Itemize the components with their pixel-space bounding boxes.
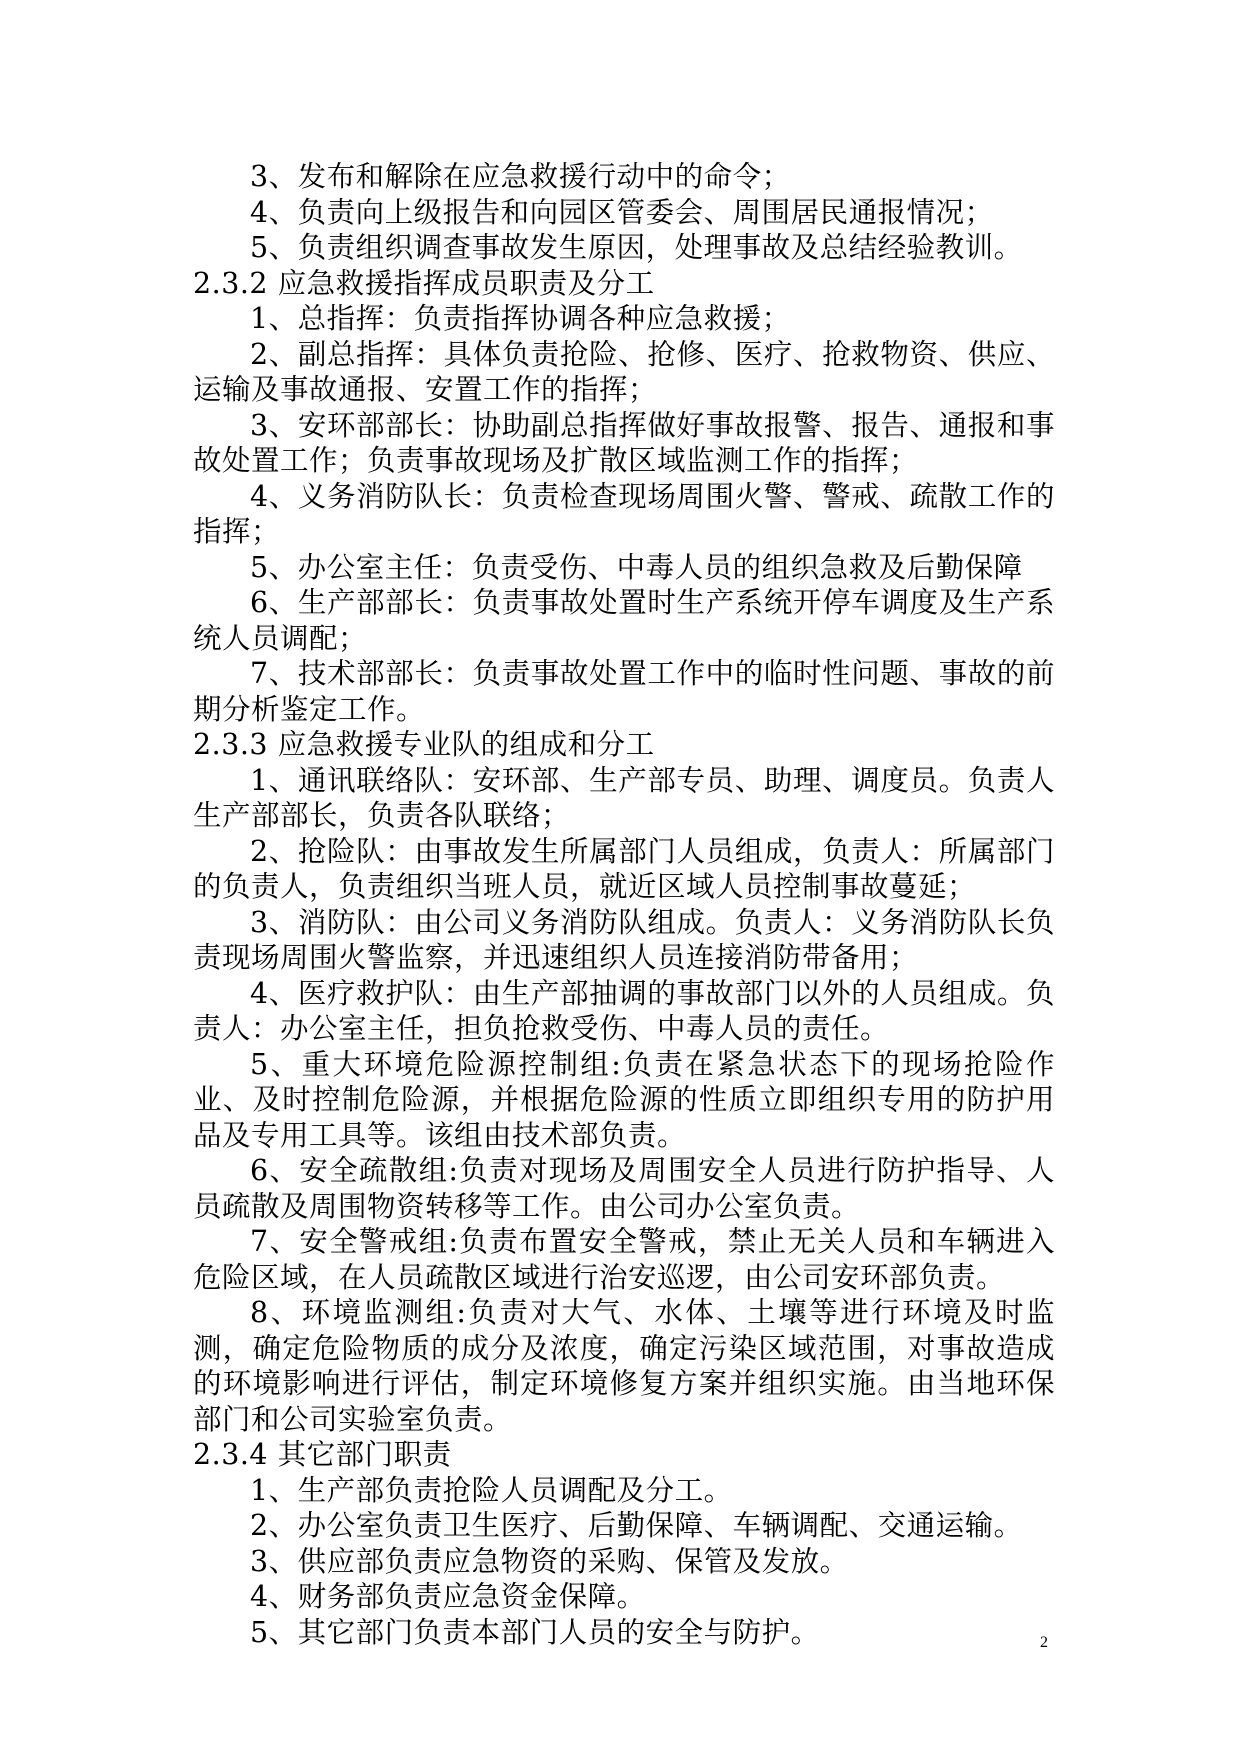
paragraph: 3、安环部部长：协助副总指挥做好事故报警、报告、通报和事故处置工作；负责事故现场及扩散区域监测工作的指挥；: [193, 408, 1055, 477]
paragraph: 1、生产部负责抢险人员调配及分工。: [250, 1473, 733, 1507]
paragraph: 2、办公室负责卫生医疗、后勤保障、车辆调配、交通运输。: [250, 1509, 1023, 1542]
paragraph: 8、环境监测组:负责对大气、水体、土壤等进行环境及时监测，确定危险物质的成分及浓度，确定污染区域范围，对事故造成的环境影响进行评估，制定环境修复方案并组织实施。由当地环保部门和公司实验室负责。: [193, 1296, 1055, 1436]
paragraph: 4、义务消防队长：负责检查现场周围火警、警戒、疏散工作的指挥；: [193, 479, 1055, 548]
paragraph: 5、重大环境危险源控制组:负责在紧急状态下的现场抢险作业、及时控制危险源，并根据危险源的性质立即组织专用的防护用品及专用工具等。该组由技术部负责。: [193, 1047, 1055, 1152]
paragraph: 1、通讯联络队：安环部、生产部专员、助理、调度员。负责人生产部部长，负责各队联络；: [193, 763, 1055, 832]
paragraph: 4、财务部负责应急资金保障。: [250, 1580, 646, 1613]
paragraph: 7、安全警戒组:负责布置安全警戒，禁止无关人员和车辆进入危险区域，在人员疏散区域进行治安巡逻，由公司安环部负责。: [193, 1225, 1055, 1294]
paragraph: 1、总指挥：负责指挥协调各种应急救援；: [250, 302, 791, 335]
paragraph: 6、生产部部长：负责事故处置时生产系统开停车调度及生产系统人员调配；: [193, 586, 1055, 655]
paragraph: 6、安全疏散组:负责对现场及周围安全人员进行防护指导、人员疏散及周围物资转移等工作。由公司办公室负责。: [193, 1154, 1055, 1223]
section-heading: 2.3.3 应急救援专业队的组成和分工: [193, 728, 655, 761]
paragraph: 5、办公室主任：负责受伤、中毒人员的组织急救及后勤保障: [250, 550, 1023, 584]
paragraph: 5、负责组织调查事故发生原因，处理事故及总结经验教训。: [250, 231, 1023, 264]
section-heading: 2.3.2 应急救援指挥成员职责及分工: [193, 266, 655, 300]
paragraph: 2、副总指挥：具体负责抢险、抢修、医疗、抢救物资、供应、运输及事故通报、安置工作的指挥；: [193, 337, 1055, 406]
paragraph: 2、抢险队：由事故发生所属部门人员组成，负责人：所属部门的负责人，负责组织当班人员，就近区域人员控制事故蔓延；: [193, 834, 1055, 903]
paragraph: 3、消防队：由公司义务消防队组成。负责人：义务消防队长负责现场周围火警监察，并迅速组织人员连接消防带备用；: [193, 905, 1055, 974]
paragraph: 4、医疗救护队：由生产部抽调的事故部门以外的人员组成。负责人：办公室主任，担负抢救受伤、中毒人员的责任。: [193, 976, 1055, 1045]
document-body: [193, 159, 1055, 1650]
paragraph: 3、发布和解除在应急救援行动中的命令；: [250, 160, 791, 193]
paragraph: 5、其它部门负责本部门人员的安全与防护。: [250, 1615, 820, 1649]
paragraph: 4、负责向上级报告和向园区管委会、周围居民通报情况；: [250, 195, 994, 229]
paragraph: 3、供应部负责应急物资的采购、保管及发放。: [250, 1544, 849, 1578]
paragraph: 7、技术部部长：负责事故处置工作中的临时性问题、事故的前期分析鉴定工作。: [193, 657, 1055, 726]
section-heading: 2.3.4 其它部门职责: [193, 1438, 452, 1471]
page-number: 2: [1040, 1634, 1048, 1651]
